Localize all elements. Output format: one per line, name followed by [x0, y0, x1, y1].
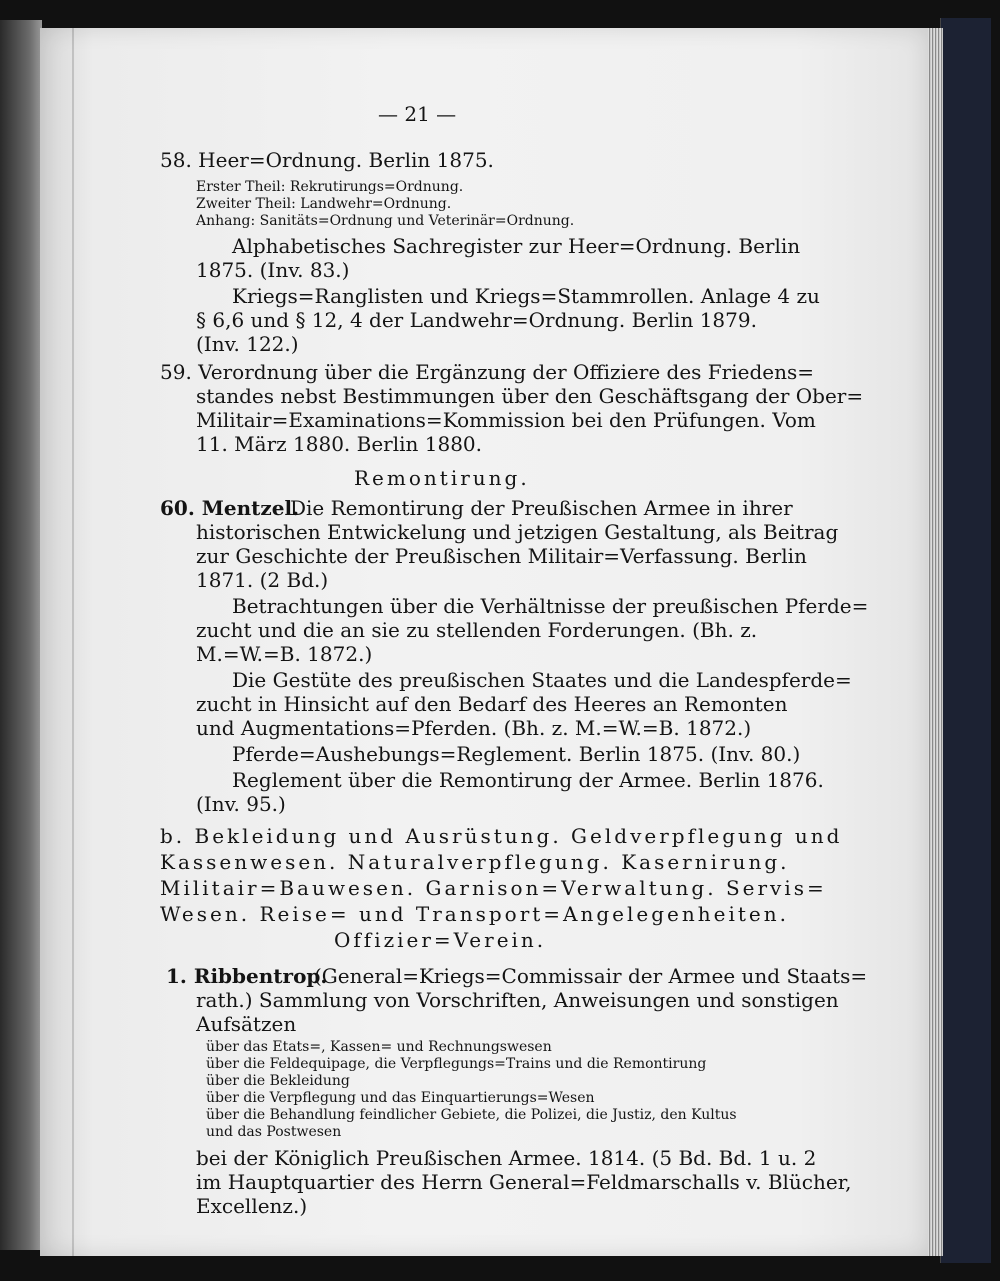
entry-60-sub-4-line-2: (Inv. 95.)	[196, 792, 286, 816]
section-heading-b-line-1: b. Bekleidung und Ausrüstung. Geldverpflegung und	[160, 824, 843, 848]
entry-58-sub-1-line-2: 1875. (Inv. 83.)	[196, 258, 350, 282]
entry-60-sub-2-line-2: zucht in Hinsicht auf den Bedarf des Heeres an Remonten	[196, 692, 788, 716]
entry-60-sub-1-line-3: M.=W.=B. 1872.)	[196, 642, 373, 666]
entry-1-line-6: Excellenz.)	[196, 1194, 308, 1218]
page-number: — 21 —	[378, 102, 457, 126]
section-heading-b-line-3: Militair=Bauwesen. Garnison=Verwaltung. Servis=	[160, 876, 827, 900]
entry-60-sub-2-line-3: und Augmentations=Pferden. (Bh. z. M.=W.=B. 1872.)	[196, 716, 752, 740]
entry-1-topic-1: über das Etats=, Kassen= und Rechnungswesen	[206, 1039, 552, 1055]
entry-58-sub-2-line-2: § 6,6 und § 12, 4 der Landwehr=Ordnung. Berlin 1879.	[196, 308, 757, 332]
entry-1-topic-4: über die Verpflegung und das Einquartierungs=Wesen	[206, 1090, 595, 1106]
entry-58-appendix: Anhang: Sanitäts=Ordnung und Veterinär=Ordnung.	[196, 213, 575, 229]
section-heading-b-line-5: Offizier=Verein.	[334, 928, 547, 952]
entry-58-sub-1-line-1: Alphabetisches Sachregister zur Heer=Ordnung. Berlin	[232, 234, 801, 258]
entry-60-line-1: Die Remontirung der Preußischen Armee in ihrer	[290, 496, 793, 520]
entry-59-line-3: Militair=Examinations=Kommission bei den Prüfungen. Vom	[196, 408, 816, 432]
entry-60-author: 60. Mentzel.	[160, 496, 300, 520]
section-heading-remontirung: Remontirung.	[354, 466, 530, 490]
entry-1-line-3: Aufsätzen	[196, 1012, 297, 1036]
entry-1-author: 1. Ribbentrop.	[166, 964, 328, 988]
entry-1-topic-3: über die Bekleidung	[206, 1073, 350, 1089]
entry-60-sub-1-line-1: Betrachtungen über die Verhältnisse der preußischen Pferde=	[232, 594, 869, 618]
section-heading-b-line-4: Wesen. Reise= und Transport=Angelegenheiten.	[160, 902, 789, 926]
section-heading-b-line-2: Kassenwesen. Naturalverpflegung. Kasernirung.	[160, 850, 790, 874]
entry-1-topic-5: über die Behandlung feindlicher Gebiete, die Polizei, die Justiz, den Kultus	[206, 1107, 737, 1123]
entry-60-line-3: zur Geschichte der Preußischen Militair=Verfassung. Berlin	[196, 544, 807, 568]
entry-59-line-2: standes nebst Bestimmungen über den Geschäftsgang der Ober=	[196, 384, 864, 408]
entry-60-line-4: 1871. (2 Bd.)	[196, 568, 329, 592]
entry-60-sub-4-line-1: Reglement über die Remontirung der Armee. Berlin 1876.	[232, 768, 824, 792]
entry-60-sub-3: Pferde=Aushebungs=Reglement. Berlin 1875. (Inv. 80.)	[232, 742, 801, 766]
entry-60-sub-2-line-1: Die Gestüte des preußischen Staates und die Landespferde=	[232, 668, 852, 692]
entry-60-line-2: historischen Entwickelung und jetzigen Gestaltung, als Beitrag	[196, 520, 839, 544]
entry-58-title: 58. Heer=Ordnung. Berlin 1875.	[160, 148, 494, 172]
entry-58-part-1: Erster Theil: Rekrutirungs=Ordnung.	[196, 179, 464, 195]
entry-58-sub-2-line-1: Kriegs=Ranglisten und Kriegs=Stammrollen. Anlage 4 zu	[232, 284, 820, 308]
entry-1-line-4: bei der Königlich Preußischen Armee. 1814. (5 Bd. Bd. 1 u. 2	[196, 1146, 817, 1170]
entry-1-line-1: (General=Kriegs=Commissair der Armee und Staats=	[314, 964, 868, 988]
entry-58-sub-2-line-3: (Inv. 122.)	[196, 332, 299, 356]
entry-1-topic-6: und das Postwesen	[206, 1124, 342, 1140]
entry-1-line-2: rath.) Sammlung von Vorschriften, Anweisungen und sonstigen	[196, 988, 839, 1012]
entry-58-part-2: Zweiter Theil: Landwehr=Ordnung.	[196, 196, 452, 212]
entry-59-line-4: 11. März 1880. Berlin 1880.	[196, 432, 483, 456]
entry-1-topic-2: über die Feldequipage, die Verpflegungs=Trains und die Remontirung	[206, 1056, 707, 1072]
entry-60-sub-1-line-2: zucht und die an sie zu stellenden Forderungen. (Bh. z.	[196, 618, 758, 642]
entry-59-line-1: 59. Verordnung über die Ergänzung der Offiziere des Friedens=	[160, 360, 814, 384]
entry-1-line-5: im Hauptquartier des Herrn General=Feldmarschalls v. Blücher,	[196, 1170, 852, 1194]
